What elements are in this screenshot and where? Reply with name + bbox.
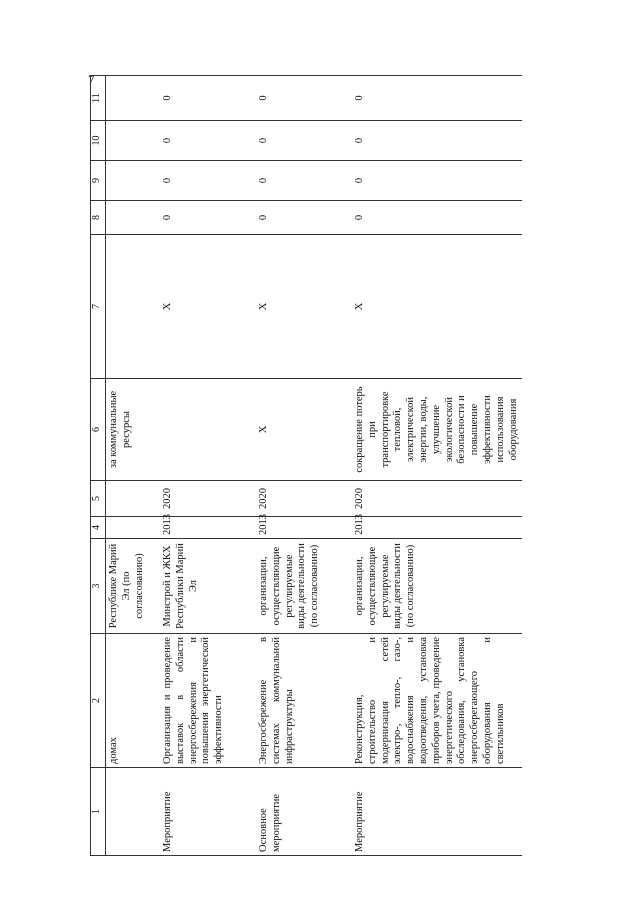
row-executor: организации, осуществляющие регулируемые виды деятельности (по согласованию) bbox=[256, 539, 352, 634]
continuation-result: за коммунальные ресурсы bbox=[106, 379, 161, 481]
row-type: Мероприятие bbox=[160, 768, 256, 856]
row-start-year: 2013 bbox=[352, 517, 522, 539]
row-col9: 0 bbox=[352, 161, 522, 201]
row-start-year: 2013 bbox=[256, 517, 352, 539]
row-end-year: 2020 bbox=[256, 481, 352, 517]
row-col7: Х bbox=[256, 235, 352, 379]
row-col9: 0 bbox=[160, 161, 256, 201]
header-row bbox=[91, 76, 106, 856]
row-name: Реконструкция, строительство и модернизация сетей электро-, тепло-, газо-, водоснабжения и водоотведения, установка приборов учета, проведение энергетического обследования, установка энергосберегающего оборудования и светильников bbox=[352, 634, 522, 768]
rotated-table-sheet bbox=[90, 76, 590, 856]
col-header-9: 9 bbox=[91, 161, 106, 201]
continuation-executor: Республике Марий Эл (по согласованию) bbox=[106, 539, 161, 634]
col-header-7: 7 bbox=[91, 235, 106, 379]
page-number: 7 bbox=[88, 72, 95, 87]
col-header-6: 6 bbox=[91, 379, 106, 481]
row-col11: 0 bbox=[160, 76, 256, 121]
row-result bbox=[160, 379, 256, 481]
col-header-10: 10 bbox=[91, 121, 106, 161]
col-header-1: 1 bbox=[91, 768, 106, 856]
row-result: сокращение потерь при транспортировке тепловой, электрической энергии, воды, улучшение экологической безопасности и повышение эффективности использования оборудования bbox=[352, 379, 522, 481]
row-col10: 0 bbox=[352, 121, 522, 161]
row-type: Мероприятие bbox=[352, 768, 522, 856]
row-col10: 0 bbox=[256, 121, 352, 161]
row-start-year: 2013 bbox=[160, 517, 256, 539]
table-row bbox=[160, 76, 256, 856]
row-executor: организации, осуществляющие регулируемые виды деятельности (по согласованию) bbox=[352, 539, 522, 634]
row-result: Х bbox=[256, 379, 352, 481]
row-col11: 0 bbox=[352, 76, 522, 121]
row-col8: 0 bbox=[352, 201, 522, 235]
col-header-8: 8 bbox=[91, 201, 106, 235]
table-row bbox=[256, 76, 352, 856]
col-header-4: 4 bbox=[91, 517, 106, 539]
col-header-11: 11 bbox=[91, 76, 106, 121]
row-type: Основное мероприятие bbox=[256, 768, 352, 856]
row-col9: 0 bbox=[256, 161, 352, 201]
row-end-year: 2020 bbox=[352, 481, 522, 517]
table-row bbox=[352, 76, 522, 856]
row-executor: Минстрой и ЖКХ Республики Марий Эл bbox=[160, 539, 256, 634]
row-col8: 0 bbox=[160, 201, 256, 235]
row-col7: Х bbox=[160, 235, 256, 379]
row-col7: Х bbox=[352, 235, 522, 379]
row-name: Энергосбережение в системах коммунальной инфраструктуры bbox=[256, 634, 352, 768]
row-col10: 0 bbox=[160, 121, 256, 161]
row-end-year: 2020 bbox=[160, 481, 256, 517]
row-col11: 0 bbox=[256, 76, 352, 121]
col-header-3: 3 bbox=[91, 539, 106, 634]
col-header-2: 2 bbox=[91, 634, 106, 768]
row-col8: 0 bbox=[256, 201, 352, 235]
continuation-name: домах bbox=[106, 634, 161, 768]
continuation-row bbox=[106, 76, 161, 856]
col-header-5: 5 bbox=[91, 481, 106, 517]
program-table bbox=[90, 75, 522, 856]
row-name: Организация и проведение выставок в области энергосбережения и повышения энергетической эффективности bbox=[160, 634, 256, 768]
